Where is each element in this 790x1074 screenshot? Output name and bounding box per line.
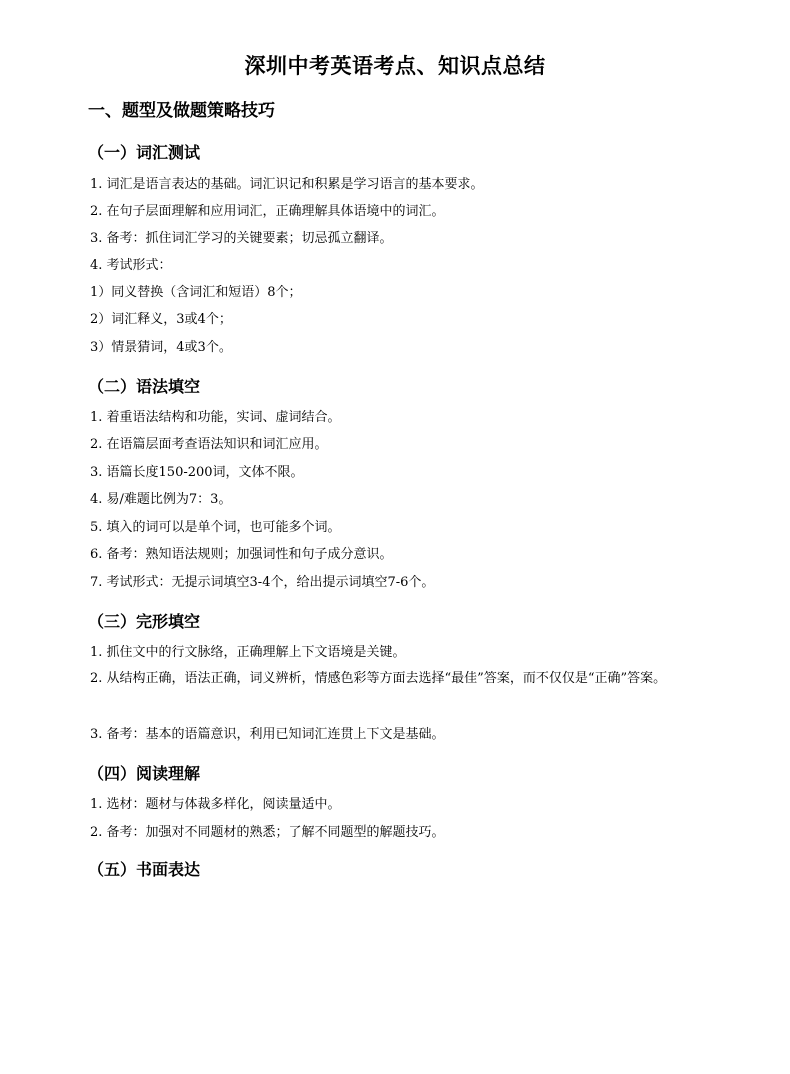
list-item: 7. 考试形式：无提示词填空3-4个，给出提示词填空7-6个。	[90, 575, 435, 590]
list-item: 1）同义替换（含词汇和短语）8个；	[90, 285, 302, 300]
list-item: 1. 词汇是语言表达的基础。词汇识记和积累是学习语言的基本要求。	[90, 177, 484, 192]
list-item: 5. 填入的词可以是单个词，也可能多个词。	[90, 520, 341, 535]
list-item: 6. 备考：熟知语法规则；加强词性和句子成分意识。	[90, 547, 393, 562]
part-heading: 一、题型及做题策略技巧	[88, 101, 275, 121]
section-heading-grammar: （二）语法填空	[88, 377, 201, 396]
section-heading-writing: （五）书面表达	[88, 860, 201, 879]
section-heading-reading: （四）阅读理解	[88, 764, 201, 783]
list-item: 3. 备考：基本的语篇意识，利用已知词汇连贯上下文是基础。	[90, 727, 445, 742]
list-item: 3. 语篇长度150-200词，文体不限。	[90, 465, 304, 480]
list-item: 4. 考试形式：	[90, 258, 172, 273]
list-item: 2. 从结构正确，语法正确，词义辨析，情感色彩等方面去选择“最佳”答案，而不仅仅是“正确”答案。	[90, 671, 667, 686]
list-item: 4. 易/难题比例为7：3。	[90, 492, 232, 507]
section-heading-cloze: （三）完形填空	[88, 612, 201, 631]
list-item: 3. 备考：抓住词汇学习的关键要素；切忌孤立翻译。	[90, 231, 393, 246]
section-heading-vocabulary: （一）词汇测试	[88, 143, 201, 162]
page-title: 深圳中考英语考点、知识点总结	[244, 54, 546, 78]
list-item: 2. 在句子层面理解和应用词汇，正确理解具体语境中的词汇。	[90, 204, 445, 219]
list-item: 2）词汇释义，3或4个；	[90, 312, 232, 327]
list-item: 1. 着重语法结构和功能，实词、虚词结合。	[90, 410, 341, 425]
list-item: 2. 备考：加强对不同题材的熟悉；了解不同题型的解题技巧。	[90, 825, 445, 840]
list-item: 1. 选材：题材与体裁多样化，阅读量适中。	[90, 797, 341, 812]
list-item: 1. 抓住文中的行文脉络，正确理解上下文语境是关键。	[90, 645, 406, 660]
list-item: 3）情景猜词，4或3个。	[90, 340, 232, 355]
list-item: 2. 在语篇层面考查语法知识和词汇应用。	[90, 437, 328, 452]
